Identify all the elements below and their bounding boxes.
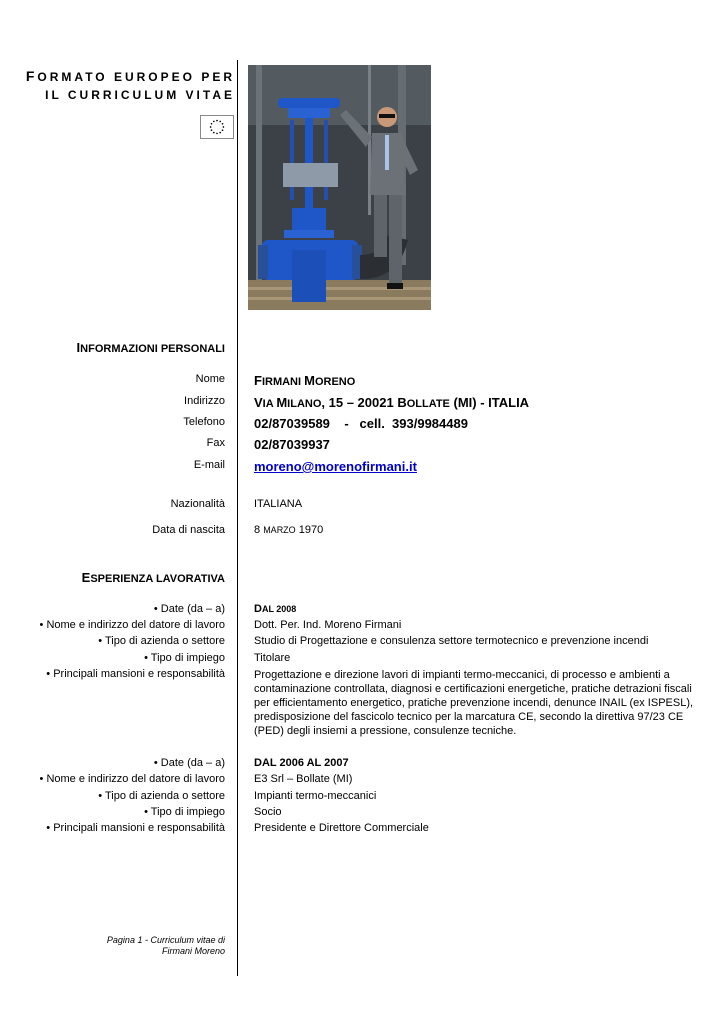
label-job2-date: • Date (da – a) <box>153 757 225 769</box>
value-nome: FIRMANI MORENO <box>254 373 356 388</box>
value-job2-date: DAL 2006 AL 2007 <box>254 757 349 769</box>
value-job2-employer: E3 Srl – Bollate (MI) <box>254 773 353 785</box>
value-telefono: 02/87039589 - cell. 393/9984489 <box>254 416 468 431</box>
label-indirizzo: Indirizzo <box>184 395 225 407</box>
section-title-personal: INFORMAZIONI PERSONALI <box>76 340 225 355</box>
value-job2-sector: Impianti termo-meccanici <box>254 790 377 802</box>
value-fax: 02/87039937 <box>254 437 330 452</box>
label-job1-employer: • Nome e indirizzo del datore di lavoro <box>39 619 225 631</box>
label-job1-job: • Tipo di impiego <box>144 652 225 664</box>
section-title-work: ESPERIENZA LAVORATIVA <box>81 570 225 585</box>
header-line-2: IL CURRICULUM VITAE <box>45 88 235 102</box>
label-nome: Nome <box>195 373 225 385</box>
label-job2-sector: • Tipo di azienda o settore <box>98 790 225 802</box>
label-job1-sector: • Tipo di azienda o settore <box>98 635 225 647</box>
label-job2-job: • Tipo di impiego <box>144 806 225 818</box>
label-telefono: Telefono <box>183 416 225 428</box>
label-job1-duties: • Principali mansioni e responsabilità <box>46 668 225 680</box>
page-footer: Pagina 1 - Curriculum vitae di Firmani Moreno <box>106 935 225 956</box>
label-nascita: Data di nascita <box>152 524 225 536</box>
value-job1-job: Titolare <box>254 652 291 664</box>
label-email: E-mail <box>193 459 225 471</box>
eu-flag-icon <box>200 115 234 139</box>
value-job2-job: Socio <box>254 806 282 818</box>
email-link[interactable]: moreno@morenofirmani.it <box>254 459 417 474</box>
value-job1-sector: Studio di Progettazione e consulenza settore termotecnico e prevenzione incendi <box>254 635 649 647</box>
label-fax: Fax <box>206 437 225 449</box>
profile-photo <box>248 65 431 310</box>
label-nazionalita: Nazionalità <box>170 498 225 510</box>
value-indirizzo: VIA MILANO, 15 – 20021 BOLLATE (MI) - ITALIA <box>254 395 530 410</box>
label-job2-employer: • Nome e indirizzo del datore di lavoro <box>39 773 225 785</box>
value-job2-duties: Presidente e Direttore Commerciale <box>254 822 429 834</box>
label-job1-date: • Date (da – a) <box>153 603 225 615</box>
vertical-divider <box>237 60 238 976</box>
value-nascita: 8 MARZO 1970 <box>254 524 324 536</box>
label-job2-duties: • Principali mansioni e responsabilità <box>46 822 225 834</box>
value-nazionalita: ITALIANA <box>254 498 303 510</box>
value-job1-employer: Dott. Per. Ind. Moreno Firmani <box>254 619 402 631</box>
value-job1-duties: Progettazione e direzione lavori di impianti termo-meccanici, di processo e ambienti a contaminazione controllata, diagnosi e certificazioni energetiche, pratiche detrazioni fiscali per efficientamento energetico, pratiche prevenzione incendi, denunce INAIL (ex ISPESL), predisposizione del fascicolo tecnico per la marcatura CE, secondo la direttiva 97/23 CE (PED) degli insiemi a pressione, consulenze tecniche. <box>254 669 694 737</box>
value-job1-date: DAL 2008 <box>254 603 297 615</box>
header-line-1: FORMATO EUROPEO PER <box>25 68 235 84</box>
